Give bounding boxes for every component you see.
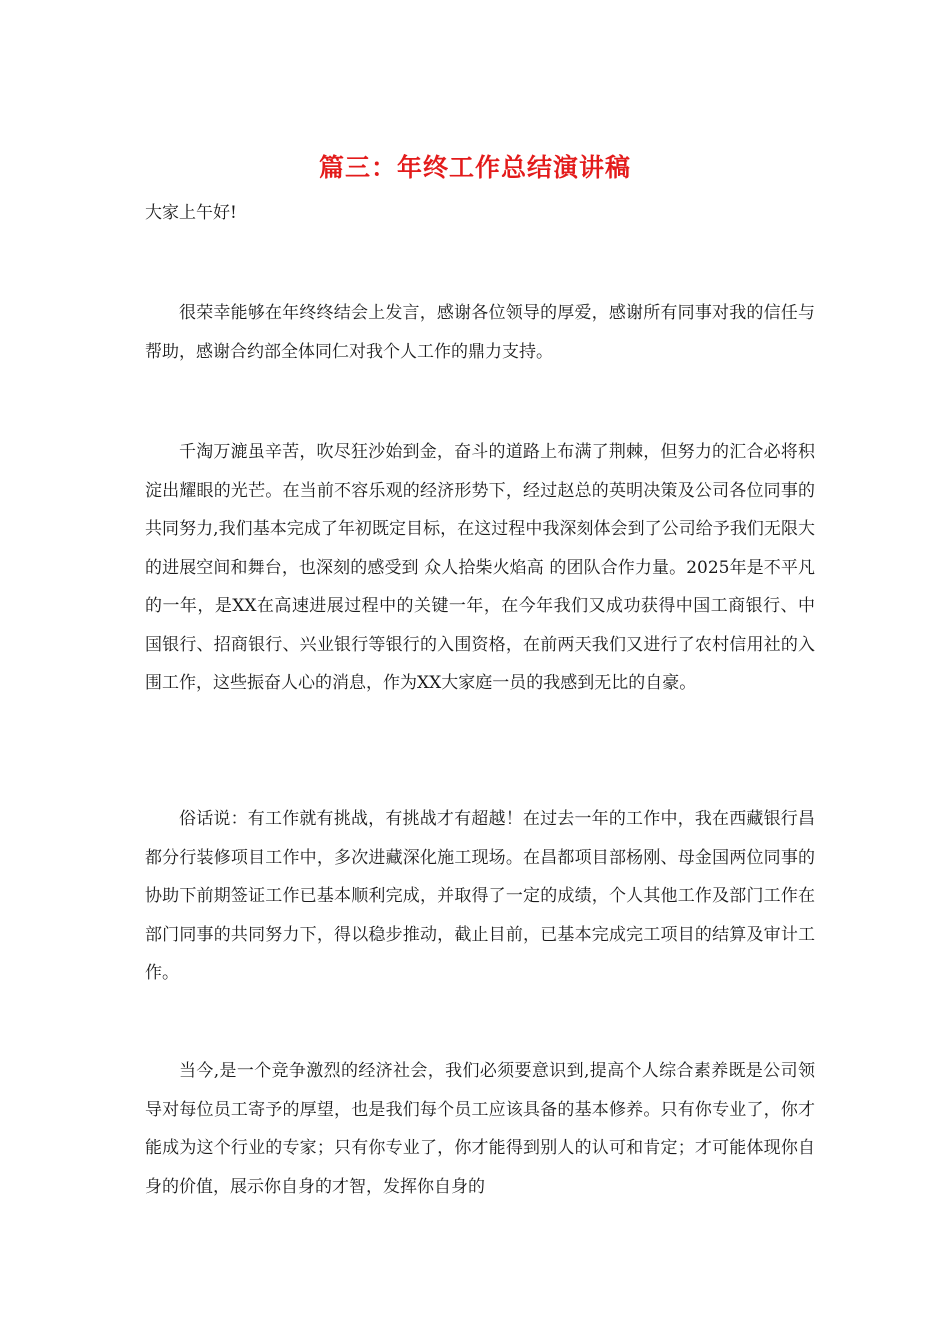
document-title: 篇三：年终工作总结演讲稿 [318,153,631,182]
paragraph-challenges: 俗话说：有工作就有挑战，有挑战才有超越！在过去一年的工作中，我在西藏银行昌都分行装修项目工作中，多次进藏深化施工现场。在昌都项目部杨刚、母金国两位同事的协助下前期签证工作已基本顺利完成，并取得了一定的成绩，个人其他工作及部门工作在部门同事的共同努力下，得以稳步推动，截止目前，已基本完成完工项目的结算及审计工作。 [145,809,815,983]
greeting-line: 大家上午好! [145,203,237,223]
paragraph-achievements: 千淘万漉虽辛苦，吹尽狂沙始到金，奋斗的道路上布满了荆棘，但努力的汇合必将积淀出耀眼的光芒。在当前不容乐观的经济形势下，经过赵总的英明决策及公司各位同事的共同努力,我们基本完成了年初既定目标，在这过程中我深刻体会到了公司给予我们无限大的进展空间和舞台，也深刻的感受到 众人拾柴火焰高 的团队合作力量。2025年是不平凡的一年，是XX在高速进展过程中的关键一年，在今年我们又成功获得中国工商银行、中国银行、招商银行、兴业银行等银行的入围资格，在前两天我们又进行了农村信用社的入围工作，这些振奋人心的消息，作为XX大家庭一员的我感到无比的自豪。 [145,442,815,693]
paragraph-competition: 当今,是一个竞争激烈的经济社会，我们必须要意识到,提高个人综合素养既是公司领导对每位员工寄予的厚望，也是我们每个员工应该具备的基本修养。只有你专业了，你才能成为这个行业的专家；只有你专业了，你才能得到别人的认可和肯定；才可能体现你自身的价值，展示你自身的才智，发挥你自身的 [145,1061,815,1197]
paragraph-thanks: 很荣幸能够在年终终结会上发言，感谢各位领导的厚爱，感谢所有同事对我的信任与帮助，感谢合约部全体同仁对我个人工作的鼎力支持。 [145,303,815,362]
